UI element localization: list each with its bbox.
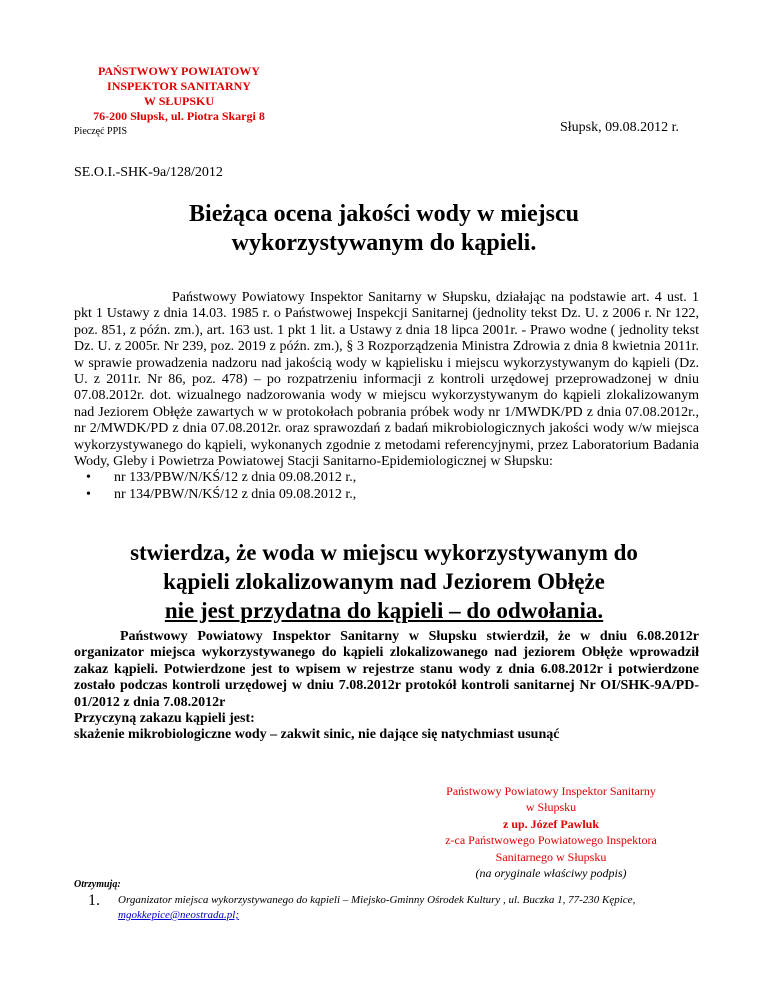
list-item <box>74 893 704 923</box>
title-line-2: wykorzystywanym do kąpieli. <box>231 230 537 256</box>
cause-label: Przyczyną zakazu kąpieli jest: <box>74 711 255 727</box>
recipient-text: Organizator miejsca wykorzystywanego do kąpieli – Miejsko-Gminny Ośrodek Kultury , ul. Buczka 1, 77-230 Kępice, <box>118 894 636 906</box>
recipient-number: 1. <box>88 892 100 909</box>
recipients-label: Otrzymują: <box>74 879 121 890</box>
verdict <box>74 538 694 625</box>
title-line-1: Bieżąca ocena jakości wody w miejscu <box>189 201 579 227</box>
document-date: Słupsk, 09.08.2012 r. <box>560 120 680 135</box>
signatory-position: z-ca Państwowego Powiatowego Inspektora <box>445 833 657 848</box>
report-list <box>74 470 699 503</box>
stamp-line-2: INSPEKTOR SANITARNY <box>107 79 251 93</box>
recipients-list <box>74 893 704 923</box>
signature-note: (na oryginale właściwy podpis) <box>475 866 627 881</box>
list-item <box>74 470 699 486</box>
document-title <box>74 200 694 258</box>
findings-section <box>74 629 699 744</box>
signature-block <box>400 783 702 881</box>
legal-basis-paragraph: Państwowy Powiatowy Inspektor Sanitarny w Słupsku, działając na podstawie art. 4 ust. 1 pkt 1 Ustawy z dnia 14.03. 1985 r. o Państwowej Inspekcji Sanitarnej (jednolity tekst Dz. U. z 2006 r. Nr 122, poz. 851, z późn. zm.), art. 163 ust. 1 pkt 1 lit. a Ustawy z dnia 18 lipca 2001r. - Prawo wodne ( jednolity tekst Dz. U. z 2005r. Nr 239, poz. 2019 z późn. zm.), § 3 Rozporządzenia Ministra Zdrowia z dnia 8 kwietnia 2011r. w sprawie prowadzenia nadzoru nad jakością wody w kąpielisku i miejscu wykorzystywanym do kąpieli (Dz. U. z 2011r. Nr 86, poz. 478) – po rozpatrzeniu informacji z kontroli urzędowej przeprowadzonej w dniu 07.08.2012r. dot. wizualnego nadzorowania wody w miejscu wykorzystywanym do kąpieli zlokalizowanym nad Jeziorem Obłęże zawartych w w protokołach pobrania próbek wody nr 1/MWDK/PD z dnia 07.08.2012r., nr 2/MWDK/PD z dnia 07.08.2012r. oraz sprawozdań z badań mikrobiologicznych jakości wody w/w miejsca wykorzystywanego do kąpieli, wykonanych zgodnie z metodami referencyjnymi, przez Laboratorium Badania Wody, Gleby i Powietrza Powiatowej Stacji Sanitarno-Epidemiologicznej w Słupsku: <box>74 290 699 470</box>
recipient-email-link[interactable]: mgokkepice@neostrada.pl; <box>118 909 239 921</box>
reference-number: SE.O.I.-SHK-9a/128/2012 <box>74 165 223 180</box>
stamp-line-4: 76-200 Słupsk, ul. Piotra Skargi 8 <box>93 109 265 123</box>
stamp-line-3: W SŁUPSKU <box>143 94 215 108</box>
report-reference: nr 133/PBW/N/KŚ/12 z dnia 09.08.2012 r., <box>114 470 357 486</box>
list-item <box>74 487 699 503</box>
signature-title: Państwowy Powiatowy Inspektor Sanitarny <box>446 784 656 798</box>
bullet-icon: • <box>86 470 91 486</box>
findings-paragraph: Państwowy Powiatowy Inspektor Sanitarny w Słupsku stwierdził, że w dniu 6.08.2012r organizator miejsca wykorzystywanego do kąpieli zlokalizowanego nad jeziorem Obłęże wprowadził zakaz kąpieli. Potwierdzone jest to wpisem w rejestrze stanu wody z dnia 6.08.2012r i potwierdzone zostało podczas kontroli urzędowej w dniu 7.08.2012r protokół kontroli sanitarnej Nr OI/SHK-9A/PD-01/2012 z dnia 7.08.2012r <box>74 629 699 710</box>
signature-location: w Słupsku <box>525 800 577 815</box>
report-reference: nr 134/PBW/N/KŚ/12 z dnia 09.08.2012 r., <box>114 486 357 502</box>
signatory-name: z up. Józef Pawluk <box>503 816 599 831</box>
bullet-icon: • <box>86 486 91 502</box>
cause-text: skażenie mikrobiologiczne wody – zakwit sinic, nie dające się natychmiast usunąć <box>74 727 560 743</box>
office-stamp <box>70 64 288 124</box>
verdict-line-3: nie jest przydatna do kąpieli – do odwołania. <box>164 598 604 623</box>
signatory-office: Sanitarnego w Słupsku <box>495 849 607 864</box>
stamp-line-1: PAŃSTWOWY POWIATOWY <box>98 64 260 78</box>
verdict-line-1: stwierdza, że woda w miejscu wykorzystywanym do <box>130 540 638 565</box>
verdict-line-2: kąpieli zlokalizowanym nad Jeziorem Obłęże <box>163 569 605 594</box>
legal-basis-section <box>74 290 699 503</box>
stamp-label: Pieczęć PPIS <box>74 126 128 137</box>
